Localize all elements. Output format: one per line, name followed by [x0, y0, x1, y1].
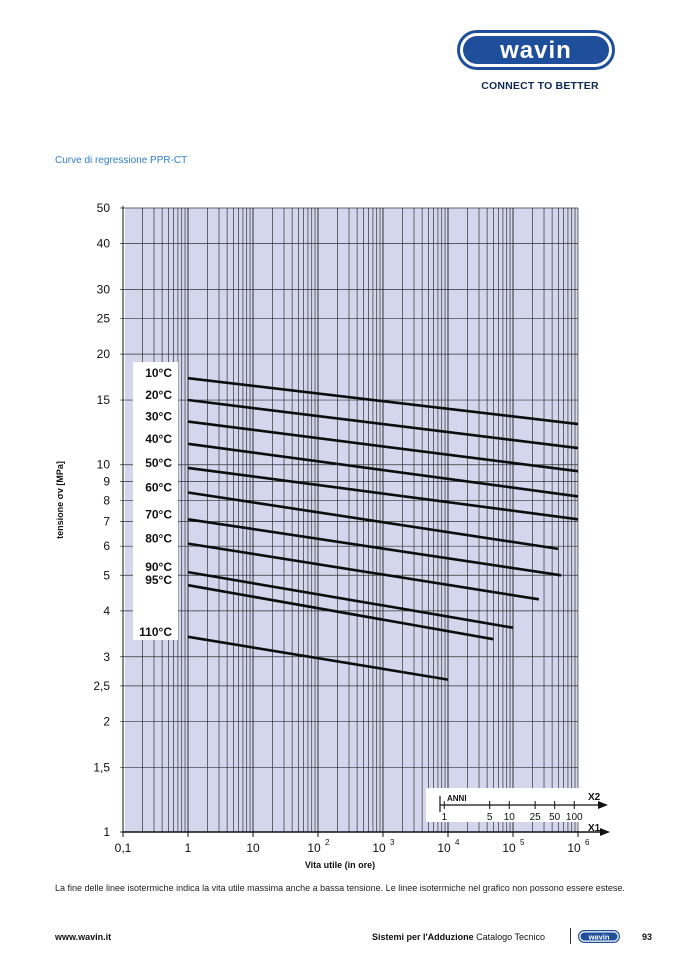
x1-label: X1 [588, 823, 601, 834]
footer-section-bold: Sistemi per l'Adduzione [372, 932, 474, 942]
footer-divider [570, 928, 571, 944]
series-label: 80°C [145, 531, 172, 546]
years-axis-title: ANNI [447, 794, 467, 803]
page-number: 93 [642, 932, 653, 942]
logo-text: wavin [500, 37, 572, 64]
series-label: 90°C [145, 560, 172, 575]
y-tick-label: 25 [96, 311, 110, 326]
y-tick-label: 5 [103, 568, 110, 583]
x-tick-label: 1 [184, 841, 192, 855]
footer-wavin-logo [578, 930, 620, 943]
x-tick-label: 10 [502, 841, 516, 855]
x-tick-label: 10 [567, 841, 581, 855]
x-tick-label: 0,1 [114, 841, 132, 855]
y-tick-label: 4 [103, 603, 110, 618]
y-tick-label: 50 [96, 201, 110, 215]
x-tick-exponent: 4 [455, 838, 460, 847]
x-tick-label: 10 [307, 841, 321, 855]
years-tick-label: 1 [441, 812, 448, 823]
y-tick-label: 40 [96, 236, 110, 251]
series-label-panel [133, 362, 178, 640]
x1-axis-arrow [600, 828, 610, 836]
series-label: 50°C [145, 455, 172, 470]
x-tick-exponent: 3 [390, 838, 395, 847]
years-tick-label: 50 [549, 812, 561, 823]
x-tick-exponent: 6 [585, 838, 590, 847]
years-tick-label: 5 [486, 812, 493, 823]
tagline: CONNECT TO BETTER [481, 80, 599, 92]
y-tick-label: 30 [96, 282, 110, 297]
series-label: 60°C [145, 480, 172, 495]
chart-title: Curve di regressione PPR-CT [55, 155, 188, 166]
x-axis-title: Vita utile (in ore) [304, 860, 376, 870]
y-tick-label: 6 [103, 539, 110, 554]
series-label: 30°C [145, 409, 172, 424]
footer-section-rest: Catalogo Tecnico [473, 932, 546, 942]
x-tick-label: 10 [437, 841, 451, 855]
x-tick-exponent: 5 [520, 838, 525, 847]
y-tick-label: 3 [103, 649, 110, 664]
y-tick-label: 7 [103, 514, 110, 529]
years-tick-label: 10 [503, 812, 515, 823]
footer-website[interactable]: www.wavin.it [55, 932, 112, 942]
series-label: 10°C [145, 366, 172, 381]
series-label: 95°C [145, 573, 172, 588]
y-tick-label: 20 [96, 347, 110, 362]
y-tick-label: 1 [103, 825, 110, 839]
x2-label: X2 [588, 792, 601, 803]
x-tick-label: 10 [372, 841, 386, 855]
y-axis-title: tensione σv [MPa] [55, 461, 65, 539]
x-tick-label: 10 [246, 841, 260, 855]
y-tick-label: 15 [96, 393, 110, 408]
series-label: 70°C [145, 507, 172, 522]
y-tick-label: 9 [103, 474, 110, 489]
series-label: 110°C [139, 624, 172, 639]
y-tick-label: 8 [103, 493, 110, 508]
years-tick-label: 100 [565, 812, 583, 823]
footer-logo-text: wavin [588, 932, 610, 942]
footer-section [372, 932, 545, 942]
series-label: 20°C [145, 388, 172, 403]
x-tick-exponent: 2 [325, 838, 330, 847]
y-tick-label: 2,5 [93, 678, 110, 693]
y-tick-label: 1,5 [93, 760, 110, 775]
series-label: 40°C [145, 431, 172, 446]
y-tick-label: 10 [96, 457, 110, 472]
years-tick-label: 25 [529, 812, 541, 823]
caption: La fine delle linee isotermiche indica la vita utile massima anche a bassa tensione. Le linee isotermiche nel grafico non possono essere estese. [55, 883, 625, 893]
y-tick-label: 2 [103, 714, 110, 729]
